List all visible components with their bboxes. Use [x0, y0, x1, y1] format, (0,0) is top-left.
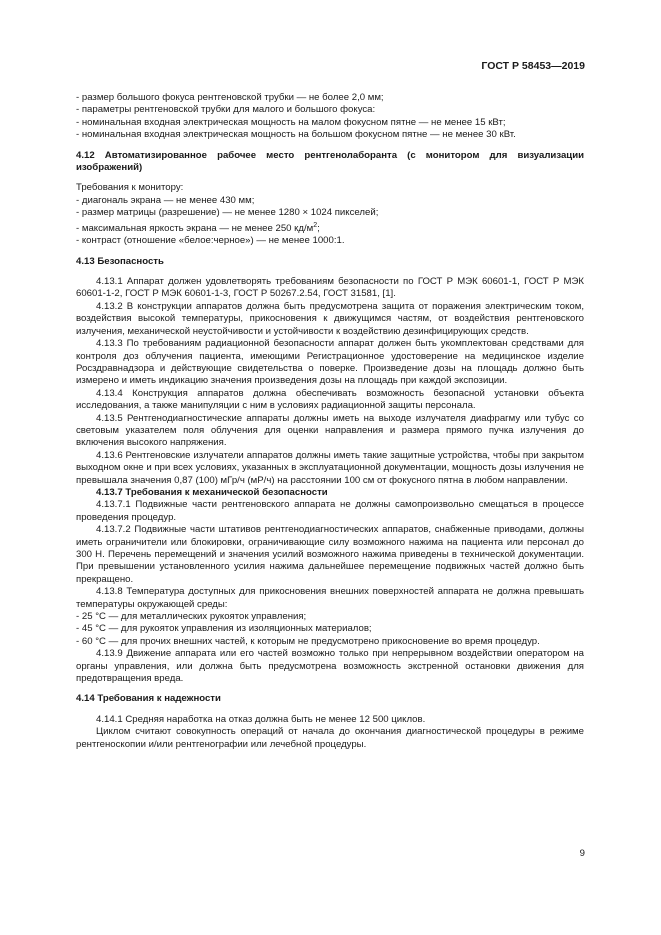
paragraph-4-13-3: 4.13.3 По требованиям радиационной безопасности аппарат должен быть укомплектован средствами для контроля доз облучения пациента, имеющими Регистрационное удостоверение на медицинское изделие Росздравнадзора и действующие свидетельства о поверке. Произведение дозы на площадь должно быть измерено и иметь индикацию значения произведения дозы на площадь при каждой экспозиции.: [76, 338, 584, 387]
document-code: ГОСТ Р 58453—2019: [481, 60, 585, 72]
paragraph-4-13-9: 4.13.9 Движение аппарата или его частей возможно только при непрерывном воздействии оператором на органы управления, или должна быть предусмотрена возможность экстренной остановки движения для предотвращения вреда.: [76, 648, 584, 685]
list-item: - 25 °С — для металлических рукояток управления;: [76, 611, 307, 623]
brightness-tail: ;: [317, 222, 320, 234]
paragraph-4-13-1: 4.13.1 Аппарат должен удовлетворять требованиям безопасности по ГОСТ Р МЭК 60601-1, ГОСТ Р МЭК 60601-1-2, ГОСТ Р МЭК 60601-1-3, ГОСТ Р 50267.2.54, ГОСТ 31581, [1].: [76, 276, 584, 300]
list-item: - 45 °С — для рукояток управления из изоляционных материалов;: [76, 623, 372, 635]
paragraph-cycle-definition: Циклом считают совокупность операций от начала до окончания диагностической процедуры в режиме рентгеноскопии и/или рентгенографии или лечебной процедуры.: [76, 726, 584, 750]
paragraph-4-13-7-1: 4.13.7.1 Подвижные части рентгеновского аппарата не должны самопроизвольно смещаться в процессе проведения процедур.: [76, 499, 584, 523]
section-heading-4-12: 4.12 Автоматизированное рабочее место рентгенолаборанта (с монитором для визуализации изображений): [76, 149, 584, 174]
list-item: - размер матрицы (разрешение) — не менее 1280 × 1024 пикселей;: [76, 207, 379, 219]
list-item: - 60 °С — для прочих внешних частей, к которым не предусмотрено прикосновение во время процедур.: [76, 635, 540, 647]
list-item: - параметры рентгеновской трубки для малого и большого фокуса:: [76, 104, 376, 116]
list-item: - размер большого фокуса рентгеновской трубки — не более 2,0 мм;: [76, 92, 384, 103]
monitor-requirements-intro: Требования к монитору:: [76, 182, 184, 194]
list-item-brightness: [76, 220, 584, 236]
paragraph-4-13-7-2: 4.13.7.2 Подвижные части штативов рентгенодиагностических аппаратов, снабженные приводами, должны иметь ограничители или блокировки, ограничивающие силу возможного нажима на пациента или персонал до 300 Н. Перечень перемещений и значения усилий возможного нажима приведены в технической документации. При превышении установленного усилия нажима дальнейшее перемещение подвижных частей должно быть прекращено.: [76, 524, 584, 585]
page-number: 9: [579, 848, 585, 859]
brightness-text: - максимальная яркость экрана — не менее 250 кд/м: [76, 222, 314, 234]
paragraph-4-13-5: 4.13.5 Рентгенодиагностические аппараты должны иметь на выходе излучателя диафрагму или тубус со световым указателем поля облучения для оценки направления и размера прямого пучка излучения до включения высокого напряжения.: [76, 412, 584, 449]
paragraph-4-13-6: 4.13.6 Рентгеновские излучатели аппаратов должны иметь такие защитные устройства, чтобы при закрытом выходном окне и при всех условиях, указанных в эксплуатационной документации, мощность дозы излучения не превышала значения 0,87 (100) мГр/ч (мР/ч) на расстоянии 100 см от фокусного пятна в любом направлении.: [76, 449, 584, 486]
paragraph-4-13-8: 4.13.8 Температура доступных для прикосновения внешних поверхностей аппарата не должна превышать температуры окружающей среды:: [76, 586, 584, 610]
list-item: - контраст (отношение «белое:черное») — не менее 1000:1.: [76, 235, 345, 247]
section-heading-4-14: 4.14 Требования к надежности: [76, 693, 221, 705]
paragraph-4-13-2: 4.13.2 В конструкции аппаратов должна быть предусмотрена защита от поражения электрическим током, воздействия высокой температуры, прикосновения к движущимся частям, от воздействия рентгеновского излучения, механической неустойчивости и устойчивости к воздействию дезинфицирующих средств.: [76, 300, 584, 337]
list-item: - диагональ экрана — не менее 430 мм;: [76, 194, 255, 206]
list-item: - номинальная входная электрическая мощность на большом фокусном пятне — не менее 30 кВт.: [76, 129, 516, 141]
section-heading-4-13: 4.13 Безопасность: [76, 255, 164, 267]
list-item: - номинальная входная электрическая мощность на малом фокусном пятне — не менее 15 кВт;: [76, 116, 506, 128]
document-body: [76, 92, 584, 751]
paragraph-4-14-1: 4.14.1 Средняя наработка на отказ должна быть не менее 12 500 циклов.: [96, 713, 426, 725]
paragraph-4-13-4: 4.13.4 Конструкция аппаратов должна обеспечивать возможность безопасной установки объекта исследования, а также манипуляции с ним в условиях радиационной защиты персонала.: [76, 387, 584, 412]
subsection-heading-4-13-7: 4.13.7 Требования к механической безопасности: [96, 486, 328, 498]
superscript: 2: [313, 221, 318, 229]
